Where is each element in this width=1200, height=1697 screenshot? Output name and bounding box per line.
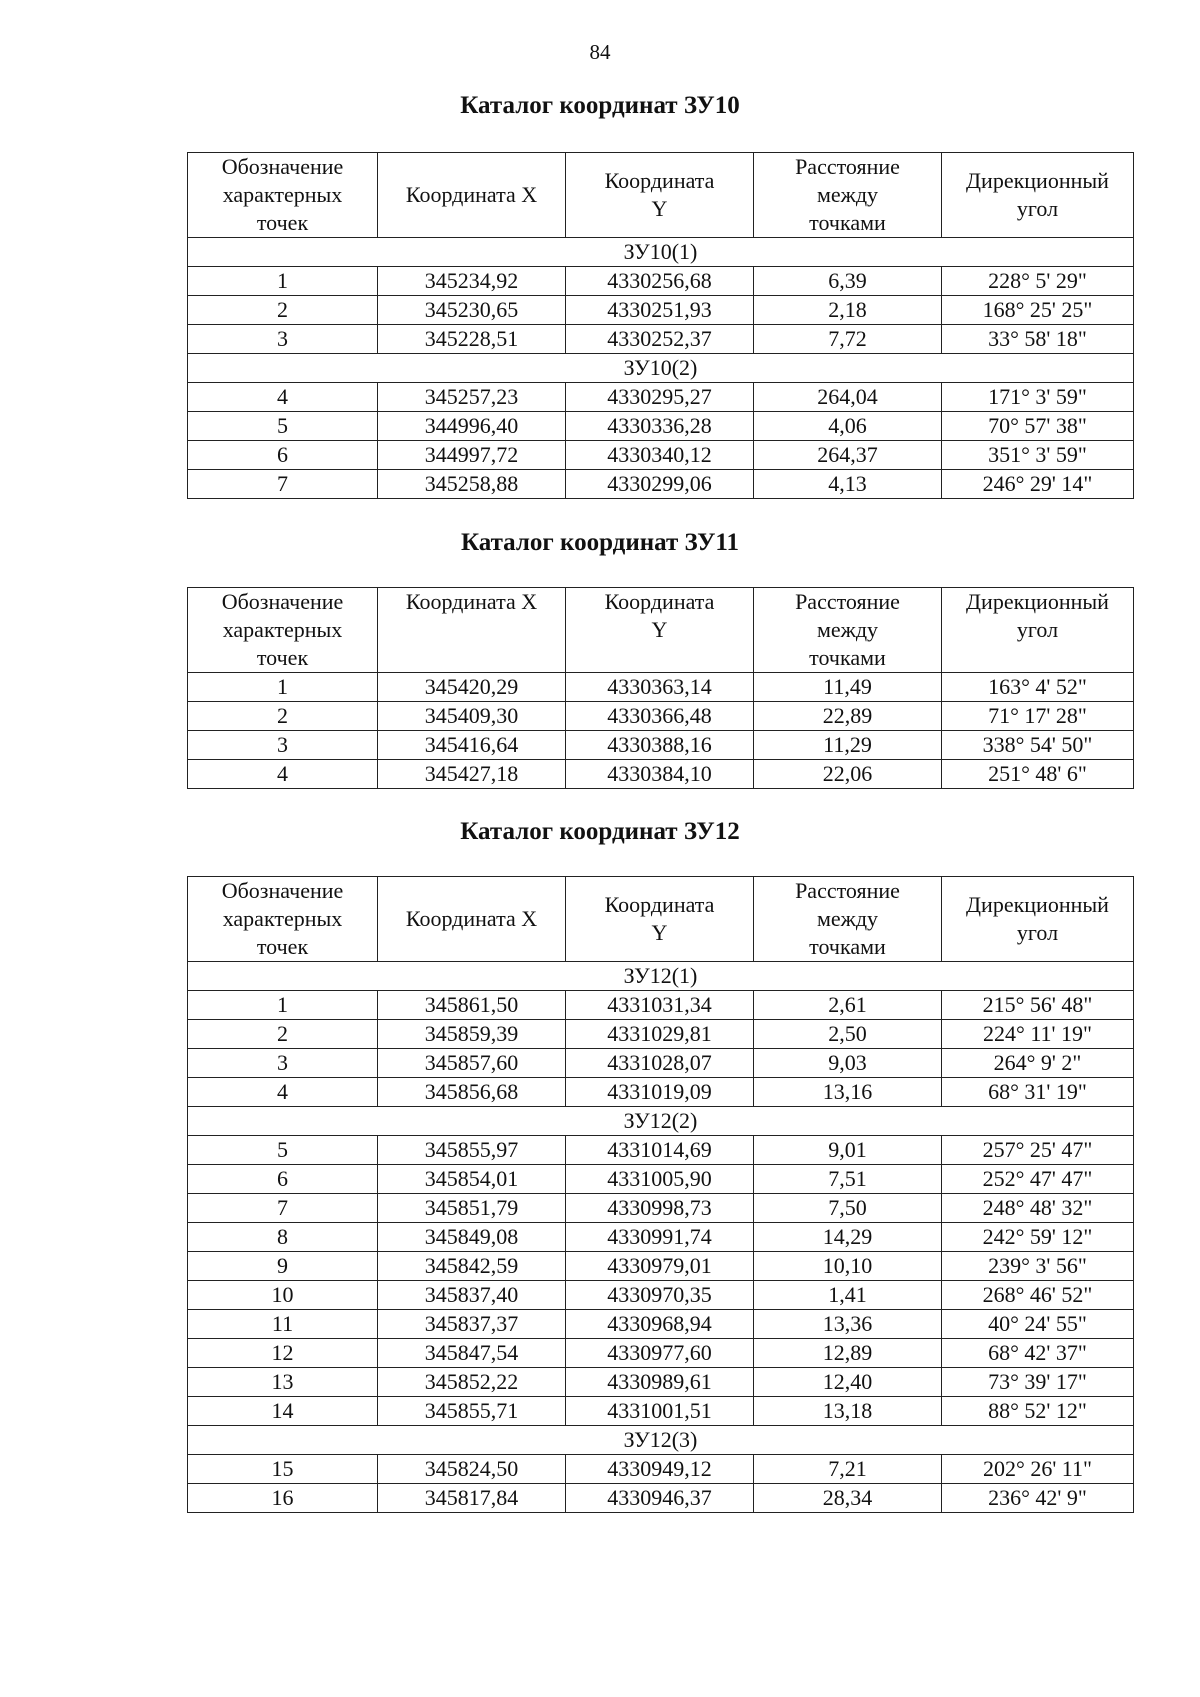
header-line: точек xyxy=(256,210,309,235)
cell-coord-y: 4331028,07 xyxy=(566,1049,754,1078)
table-header xyxy=(188,153,1134,238)
cell-angle: 33° 58' 18" xyxy=(942,325,1134,354)
cell-coord-x: 345855,71 xyxy=(378,1397,566,1426)
header-designation xyxy=(188,153,378,238)
header-line: Координата X xyxy=(405,589,538,614)
header-coord-x xyxy=(378,153,566,238)
header-line: Дирекционный xyxy=(966,892,1109,917)
table-row xyxy=(188,673,1134,702)
cell-angle: 228° 5' 29" xyxy=(942,267,1134,296)
cell-point-number: 15 xyxy=(188,1455,378,1484)
cell-point-number: 3 xyxy=(188,731,378,760)
table-row xyxy=(188,1194,1134,1223)
cell-coord-x: 345849,08 xyxy=(378,1223,566,1252)
cell-coord-y: 4331001,51 xyxy=(566,1397,754,1426)
header-line: характерных xyxy=(222,906,343,931)
table-row xyxy=(188,1223,1134,1252)
table-row xyxy=(188,296,1134,325)
header-row xyxy=(188,588,1134,673)
cell-coord-x: 345837,37 xyxy=(378,1310,566,1339)
header-line: угол xyxy=(1016,920,1059,945)
cell-point-number: 9 xyxy=(188,1252,378,1281)
cell-coord-x: 344997,72 xyxy=(378,441,566,470)
catalog-title-zu12: Каталог координат ЗУ12 xyxy=(460,818,740,845)
table-row xyxy=(188,441,1134,470)
table-row xyxy=(188,702,1134,731)
cell-coord-y: 4330256,68 xyxy=(566,267,754,296)
cell-point-number: 3 xyxy=(188,1049,378,1078)
header-line: Координата X xyxy=(405,182,538,207)
table-row xyxy=(188,383,1134,412)
header-line: Обозначение xyxy=(221,589,344,614)
header-distance xyxy=(754,877,942,962)
cell-angle: 268° 46' 52" xyxy=(942,1281,1134,1310)
group-row xyxy=(188,1426,1134,1455)
cell-distance: 11,29 xyxy=(754,731,942,760)
cell-coord-x: 345847,54 xyxy=(378,1339,566,1368)
header-line: точками xyxy=(809,934,886,959)
cell-angle: 68° 31' 19" xyxy=(942,1078,1134,1107)
cell-point-number: 7 xyxy=(188,1194,378,1223)
cell-coord-y: 4330989,61 xyxy=(566,1368,754,1397)
table-header xyxy=(188,877,1134,962)
cell-angle: 88° 52' 12" xyxy=(942,1397,1134,1426)
cell-point-number: 4 xyxy=(188,1078,378,1107)
header-line: характерных xyxy=(222,617,343,642)
cell-point-number: 4 xyxy=(188,760,378,789)
cell-distance: 14,29 xyxy=(754,1223,942,1252)
cell-angle: 248° 48' 32" xyxy=(942,1194,1134,1223)
cell-coord-x: 345854,01 xyxy=(378,1165,566,1194)
cell-coord-x: 345230,65 xyxy=(378,296,566,325)
cell-coord-x: 345234,92 xyxy=(378,267,566,296)
cell-coord-x: 345856,68 xyxy=(378,1078,566,1107)
table-body xyxy=(188,962,1134,1513)
cell-coord-x: 345824,50 xyxy=(378,1455,566,1484)
catalog-table-zu11 xyxy=(187,587,1134,789)
cell-coord-y: 4330299,06 xyxy=(566,470,754,499)
header-line: точек xyxy=(256,645,309,670)
cell-angle: 40° 24' 55" xyxy=(942,1310,1134,1339)
cell-distance: 13,36 xyxy=(754,1310,942,1339)
cell-point-number: 5 xyxy=(188,1136,378,1165)
table-row xyxy=(188,1165,1134,1194)
cell-angle: 251° 48' 6" xyxy=(942,760,1134,789)
catalog-table-zu10 xyxy=(187,152,1134,499)
table-row xyxy=(188,991,1134,1020)
table-row xyxy=(188,1020,1134,1049)
cell-coord-y: 4330336,28 xyxy=(566,412,754,441)
table-row xyxy=(188,325,1134,354)
header-line: Координата xyxy=(604,589,715,614)
cell-distance: 2,61 xyxy=(754,991,942,1020)
cell-angle: 71° 17' 28" xyxy=(942,702,1134,731)
cell-coord-y: 4330991,74 xyxy=(566,1223,754,1252)
cell-coord-x: 345861,50 xyxy=(378,991,566,1020)
cell-distance: 264,04 xyxy=(754,383,942,412)
cell-distance: 4,13 xyxy=(754,470,942,499)
cell-angle: 202° 26' 11" xyxy=(942,1455,1134,1484)
header-line: Дирекционный xyxy=(966,168,1109,193)
cell-point-number: 6 xyxy=(188,1165,378,1194)
header-line: характерных xyxy=(222,182,343,207)
table-row xyxy=(188,1049,1134,1078)
cell-point-number: 2 xyxy=(188,296,378,325)
cell-coord-y: 4330946,37 xyxy=(566,1484,754,1513)
cell-point-number: 10 xyxy=(188,1281,378,1310)
cell-coord-y: 4331014,69 xyxy=(566,1136,754,1165)
cell-point-number: 6 xyxy=(188,441,378,470)
table-row xyxy=(188,1397,1134,1426)
cell-coord-y: 4330949,12 xyxy=(566,1455,754,1484)
header-line: точками xyxy=(809,645,886,670)
cell-distance: 7,21 xyxy=(754,1455,942,1484)
cell-angle: 73° 39' 17" xyxy=(942,1368,1134,1397)
cell-coord-y: 4330251,93 xyxy=(566,296,754,325)
cell-angle: 215° 56' 48" xyxy=(942,991,1134,1020)
header-line: Обозначение xyxy=(221,878,344,903)
cell-point-number: 1 xyxy=(188,267,378,296)
cell-point-number: 8 xyxy=(188,1223,378,1252)
catalog-title-zu10: Каталог координат ЗУ10 xyxy=(460,92,740,119)
cell-point-number: 1 xyxy=(188,673,378,702)
table-row xyxy=(188,1281,1134,1310)
group-label: ЗУ12(3) xyxy=(188,1426,1134,1455)
table-row xyxy=(188,1368,1134,1397)
catalog-title-zu11: Каталог координат ЗУ11 xyxy=(460,529,740,556)
cell-distance: 2,18 xyxy=(754,296,942,325)
table-row xyxy=(188,470,1134,499)
table-row xyxy=(188,412,1134,441)
cell-coord-y: 4330998,73 xyxy=(566,1194,754,1223)
table-row xyxy=(188,1455,1134,1484)
page-number: 84 xyxy=(589,40,611,64)
cell-coord-y: 4330363,14 xyxy=(566,673,754,702)
header-distance xyxy=(754,153,942,238)
header-coord-x xyxy=(378,877,566,962)
cell-coord-x: 345852,22 xyxy=(378,1368,566,1397)
cell-angle: 163° 4' 52" xyxy=(942,673,1134,702)
cell-coord-y: 4330340,12 xyxy=(566,441,754,470)
header-row xyxy=(188,153,1134,238)
header-line: угол xyxy=(1016,196,1059,221)
header-line: Координата X xyxy=(405,906,538,931)
cell-coord-x: 345817,84 xyxy=(378,1484,566,1513)
cell-coord-x: 345420,29 xyxy=(378,673,566,702)
cell-coord-y: 4330977,60 xyxy=(566,1339,754,1368)
cell-coord-y: 4331029,81 xyxy=(566,1020,754,1049)
cell-distance: 7,72 xyxy=(754,325,942,354)
table-row xyxy=(188,1252,1134,1281)
cell-coord-y: 4331005,90 xyxy=(566,1165,754,1194)
cell-angle: 264° 9' 2" xyxy=(942,1049,1134,1078)
cell-coord-x: 345851,79 xyxy=(378,1194,566,1223)
header-designation xyxy=(188,877,378,962)
group-label: ЗУ12(1) xyxy=(188,962,1134,991)
cell-angle: 351° 3' 59" xyxy=(942,441,1134,470)
group-row xyxy=(188,962,1134,991)
header-coord-y xyxy=(566,153,754,238)
table-row xyxy=(188,731,1134,760)
header-line: Y xyxy=(651,920,668,945)
table-row xyxy=(188,1310,1134,1339)
cell-coord-x: 345228,51 xyxy=(378,325,566,354)
header-line: Расстояние xyxy=(795,589,900,614)
header-angle xyxy=(942,588,1134,673)
cell-distance: 7,50 xyxy=(754,1194,942,1223)
header-line: Обозначение xyxy=(221,154,344,179)
header-line: Расстояние xyxy=(795,878,900,903)
group-row xyxy=(188,354,1134,383)
table-body xyxy=(188,673,1134,789)
cell-angle: 257° 25' 47" xyxy=(942,1136,1134,1165)
group-label: ЗУ12(2) xyxy=(188,1107,1134,1136)
table-header xyxy=(188,588,1134,673)
header-line: Y xyxy=(651,617,668,642)
cell-distance: 264,37 xyxy=(754,441,942,470)
header-line: Координата xyxy=(604,892,715,917)
cell-distance: 13,16 xyxy=(754,1078,942,1107)
header-line: между xyxy=(816,617,879,642)
header-coord-y xyxy=(566,588,754,673)
header-line: точек xyxy=(256,934,309,959)
cell-distance: 10,10 xyxy=(754,1252,942,1281)
cell-distance: 13,18 xyxy=(754,1397,942,1426)
cell-point-number: 13 xyxy=(188,1368,378,1397)
cell-point-number: 12 xyxy=(188,1339,378,1368)
header-coord-x xyxy=(378,588,566,673)
cell-angle: 171° 3' 59" xyxy=(942,383,1134,412)
group-row xyxy=(188,1107,1134,1136)
cell-angle: 239° 3' 56" xyxy=(942,1252,1134,1281)
cell-point-number: 1 xyxy=(188,991,378,1020)
cell-coord-y: 4330970,35 xyxy=(566,1281,754,1310)
cell-coord-y: 4330384,10 xyxy=(566,760,754,789)
header-line: Расстояние xyxy=(795,154,900,179)
cell-coord-y: 4330366,48 xyxy=(566,702,754,731)
header-line: Координата xyxy=(604,168,715,193)
cell-distance: 12,40 xyxy=(754,1368,942,1397)
table-row xyxy=(188,1136,1134,1165)
catalog-table-zu12 xyxy=(187,876,1134,1513)
cell-coord-x: 345409,30 xyxy=(378,702,566,731)
group-row xyxy=(188,238,1134,267)
cell-angle: 168° 25' 25" xyxy=(942,296,1134,325)
cell-distance: 12,89 xyxy=(754,1339,942,1368)
cell-angle: 242° 59' 12" xyxy=(942,1223,1134,1252)
table-body xyxy=(188,238,1134,499)
cell-point-number: 7 xyxy=(188,470,378,499)
cell-coord-x: 344996,40 xyxy=(378,412,566,441)
table-row xyxy=(188,1339,1134,1368)
cell-distance: 6,39 xyxy=(754,267,942,296)
cell-coord-y: 4330252,37 xyxy=(566,325,754,354)
table-row xyxy=(188,267,1134,296)
cell-point-number: 16 xyxy=(188,1484,378,1513)
group-label: ЗУ10(2) xyxy=(188,354,1134,383)
header-distance xyxy=(754,588,942,673)
cell-angle: 224° 11' 19" xyxy=(942,1020,1134,1049)
cell-distance: 28,34 xyxy=(754,1484,942,1513)
cell-point-number: 14 xyxy=(188,1397,378,1426)
cell-distance: 9,01 xyxy=(754,1136,942,1165)
cell-coord-y: 4331019,09 xyxy=(566,1078,754,1107)
header-angle xyxy=(942,877,1134,962)
cell-coord-x: 345427,18 xyxy=(378,760,566,789)
cell-coord-x: 345257,23 xyxy=(378,383,566,412)
table-row xyxy=(188,760,1134,789)
cell-coord-x: 345855,97 xyxy=(378,1136,566,1165)
header-line: между xyxy=(816,182,879,207)
table-row xyxy=(188,1484,1134,1513)
cell-coord-x: 345416,64 xyxy=(378,731,566,760)
header-coord-y xyxy=(566,877,754,962)
cell-coord-x: 345857,60 xyxy=(378,1049,566,1078)
header-line: угол xyxy=(1016,617,1059,642)
cell-coord-y: 4330295,27 xyxy=(566,383,754,412)
cell-coord-x: 345258,88 xyxy=(378,470,566,499)
cell-point-number: 5 xyxy=(188,412,378,441)
cell-angle: 70° 57' 38" xyxy=(942,412,1134,441)
cell-coord-y: 4331031,34 xyxy=(566,991,754,1020)
header-designation xyxy=(188,588,378,673)
header-line: точками xyxy=(809,210,886,235)
cell-distance: 22,06 xyxy=(754,760,942,789)
cell-coord-y: 4330979,01 xyxy=(566,1252,754,1281)
cell-angle: 252° 47' 47" xyxy=(942,1165,1134,1194)
group-label: ЗУ10(1) xyxy=(188,238,1134,267)
cell-angle: 236° 42' 9" xyxy=(942,1484,1134,1513)
table-row xyxy=(188,1078,1134,1107)
cell-distance: 2,50 xyxy=(754,1020,942,1049)
cell-angle: 338° 54' 50" xyxy=(942,731,1134,760)
cell-coord-x: 345859,39 xyxy=(378,1020,566,1049)
cell-point-number: 2 xyxy=(188,1020,378,1049)
cell-coord-x: 345837,40 xyxy=(378,1281,566,1310)
cell-distance: 22,89 xyxy=(754,702,942,731)
cell-point-number: 3 xyxy=(188,325,378,354)
cell-point-number: 2 xyxy=(188,702,378,731)
cell-point-number: 4 xyxy=(188,383,378,412)
cell-distance: 11,49 xyxy=(754,673,942,702)
header-angle xyxy=(942,153,1134,238)
cell-distance: 7,51 xyxy=(754,1165,942,1194)
cell-coord-x: 345842,59 xyxy=(378,1252,566,1281)
cell-distance: 1,41 xyxy=(754,1281,942,1310)
cell-angle: 68° 42' 37" xyxy=(942,1339,1134,1368)
header-row xyxy=(188,877,1134,962)
header-line: между xyxy=(816,906,879,931)
cell-distance: 9,03 xyxy=(754,1049,942,1078)
header-line: Y xyxy=(651,196,668,221)
header-line: Дирекционный xyxy=(966,589,1109,614)
cell-coord-y: 4330388,16 xyxy=(566,731,754,760)
cell-point-number: 11 xyxy=(188,1310,378,1339)
cell-coord-y: 4330968,94 xyxy=(566,1310,754,1339)
cell-distance: 4,06 xyxy=(754,412,942,441)
cell-angle: 246° 29' 14" xyxy=(942,470,1134,499)
